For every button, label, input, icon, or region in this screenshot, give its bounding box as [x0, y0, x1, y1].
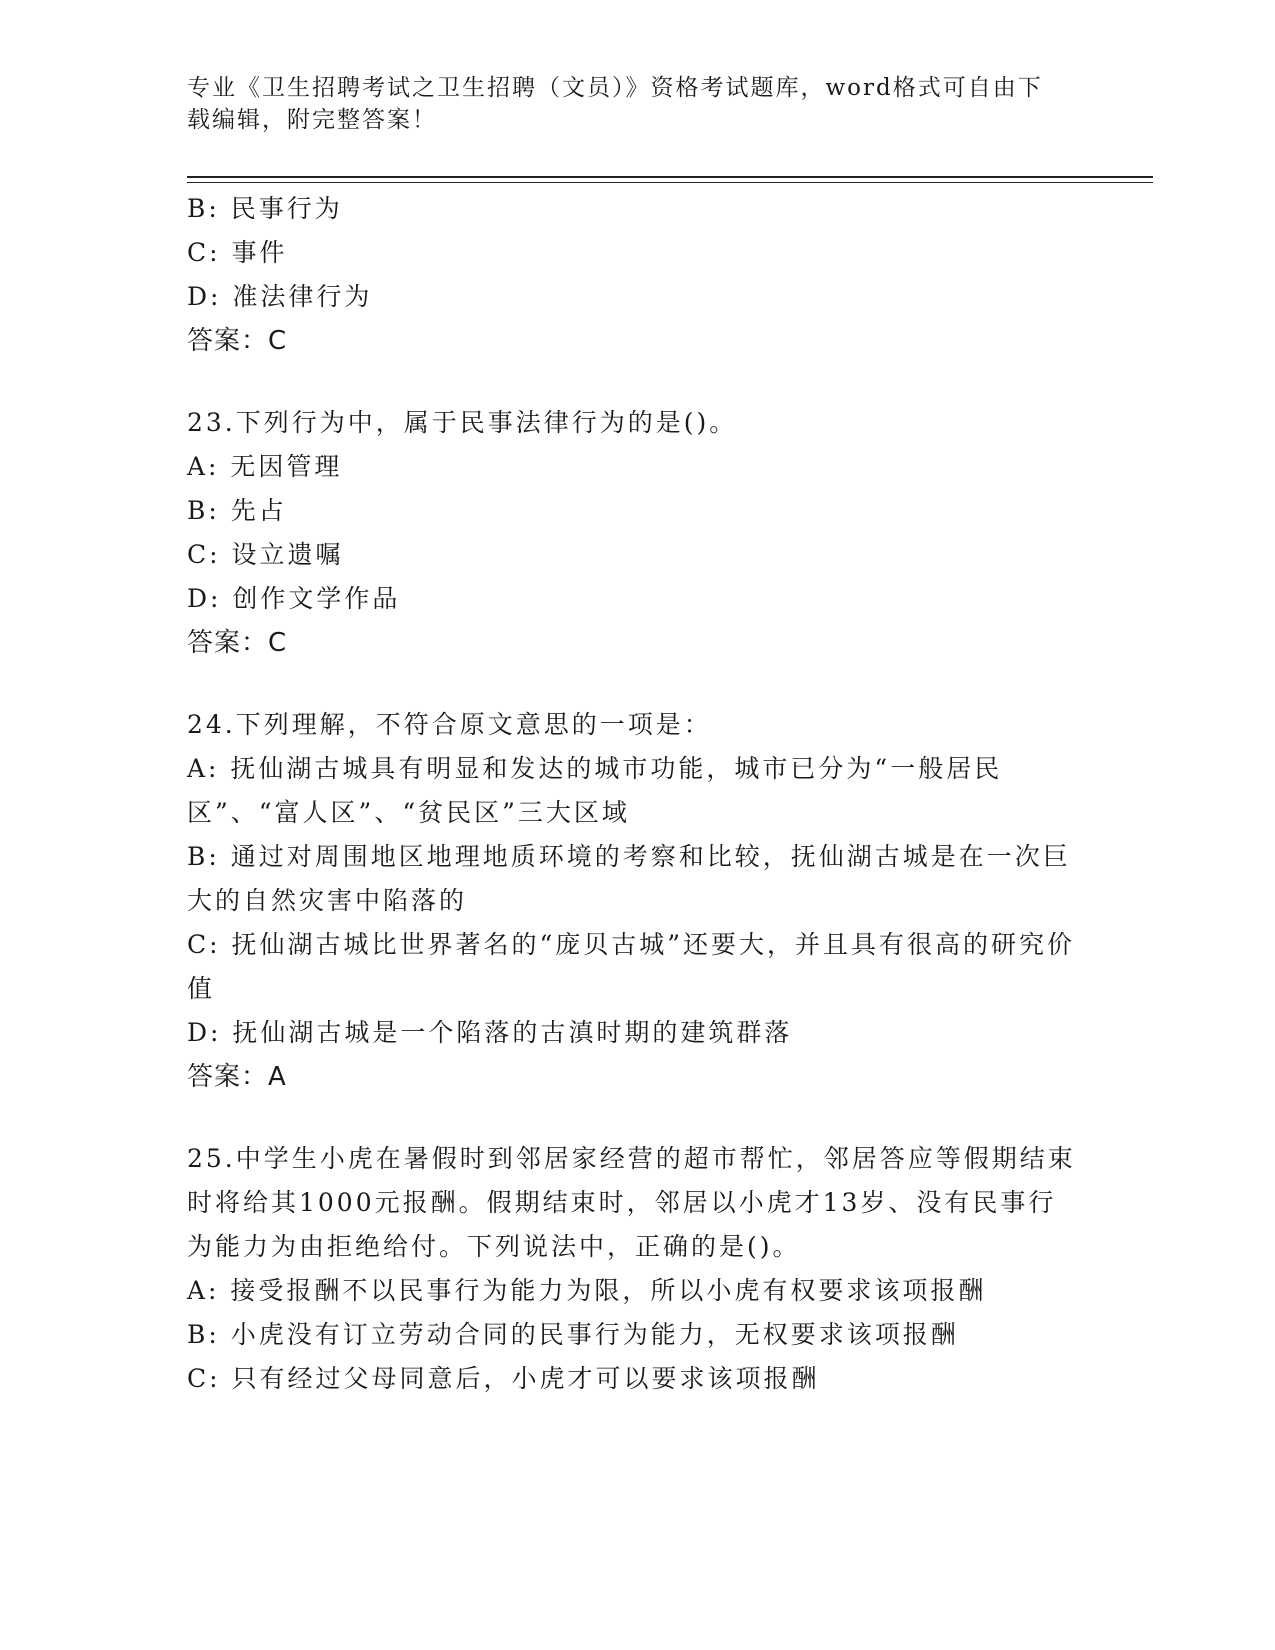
- option-c: C: 只有经过父母同意后，小虎才可以要求该项报酬: [187, 1364, 820, 1393]
- question-stem: 24.下列理解，不符合原文意思的一项是：: [187, 710, 712, 739]
- header-divider-thin: [187, 182, 1153, 183]
- answer-line: 答案：A: [187, 1062, 287, 1092]
- question-23: [187, 401, 1077, 665]
- question-24: [187, 703, 1077, 1099]
- option-b: B: 小虎没有订立劳动合同的民事行为能力，无权要求该项报酬: [187, 1320, 959, 1349]
- answer-line: 答案：C: [187, 628, 288, 658]
- prev-question-block: [187, 187, 1077, 363]
- option-d: D: 准法律行为: [187, 282, 373, 311]
- option-a: A: 无因管理: [187, 452, 343, 481]
- option-b: B: 先占: [187, 496, 287, 525]
- option-d: D: 创作文学作品: [187, 584, 401, 613]
- option-b: B: 民事行为: [187, 194, 343, 223]
- option-c: C: 抚仙湖古城比世界著名的“庞贝古城”还要大，并且具有很高的研究价值: [187, 930, 1076, 1003]
- document-header: 专业《卫生招聘考试之卫生招聘（文员）》资格考试题库，word格式可自由下载编辑，附完整答案！: [187, 75, 1043, 133]
- option-c: C: 事件: [187, 238, 288, 267]
- question-25: [187, 1137, 1077, 1401]
- question-stem: 23.下列行为中，属于民事法律行为的是()。: [187, 408, 738, 437]
- option-b: B: 通过对周围地区地理地质环境的考察和比较，抚仙湖古城是在一次巨大的自然灾害中陷落的: [187, 842, 1071, 915]
- option-c: C: 设立遗嘱: [187, 540, 344, 569]
- option-a: A: 接受报酬不以民事行为能力为限，所以小虎有权要求该项报酬: [187, 1276, 987, 1305]
- option-d: D: 抚仙湖古城是一个陷落的古滇时期的建筑群落: [187, 1018, 793, 1047]
- answer-line: 答案：C: [187, 326, 288, 356]
- header-divider: [187, 176, 1153, 178]
- option-a: A: 抚仙湖古城具有明显和发达的城市功能，城市已分为“一般居民区”、“富人区”、“贫民区”三大区域: [187, 754, 1003, 827]
- question-stem: 25.中学生小虎在暑假时到邻居家经营的超市帮忙，邻居答应等假期结束时将给其1000元报酬。假期结束时，邻居以小虎才13岁、没有民事行为能力为由拒绝给付。下列说法中，正确的是()。: [187, 1144, 1076, 1261]
- question-content: [187, 187, 1077, 1401]
